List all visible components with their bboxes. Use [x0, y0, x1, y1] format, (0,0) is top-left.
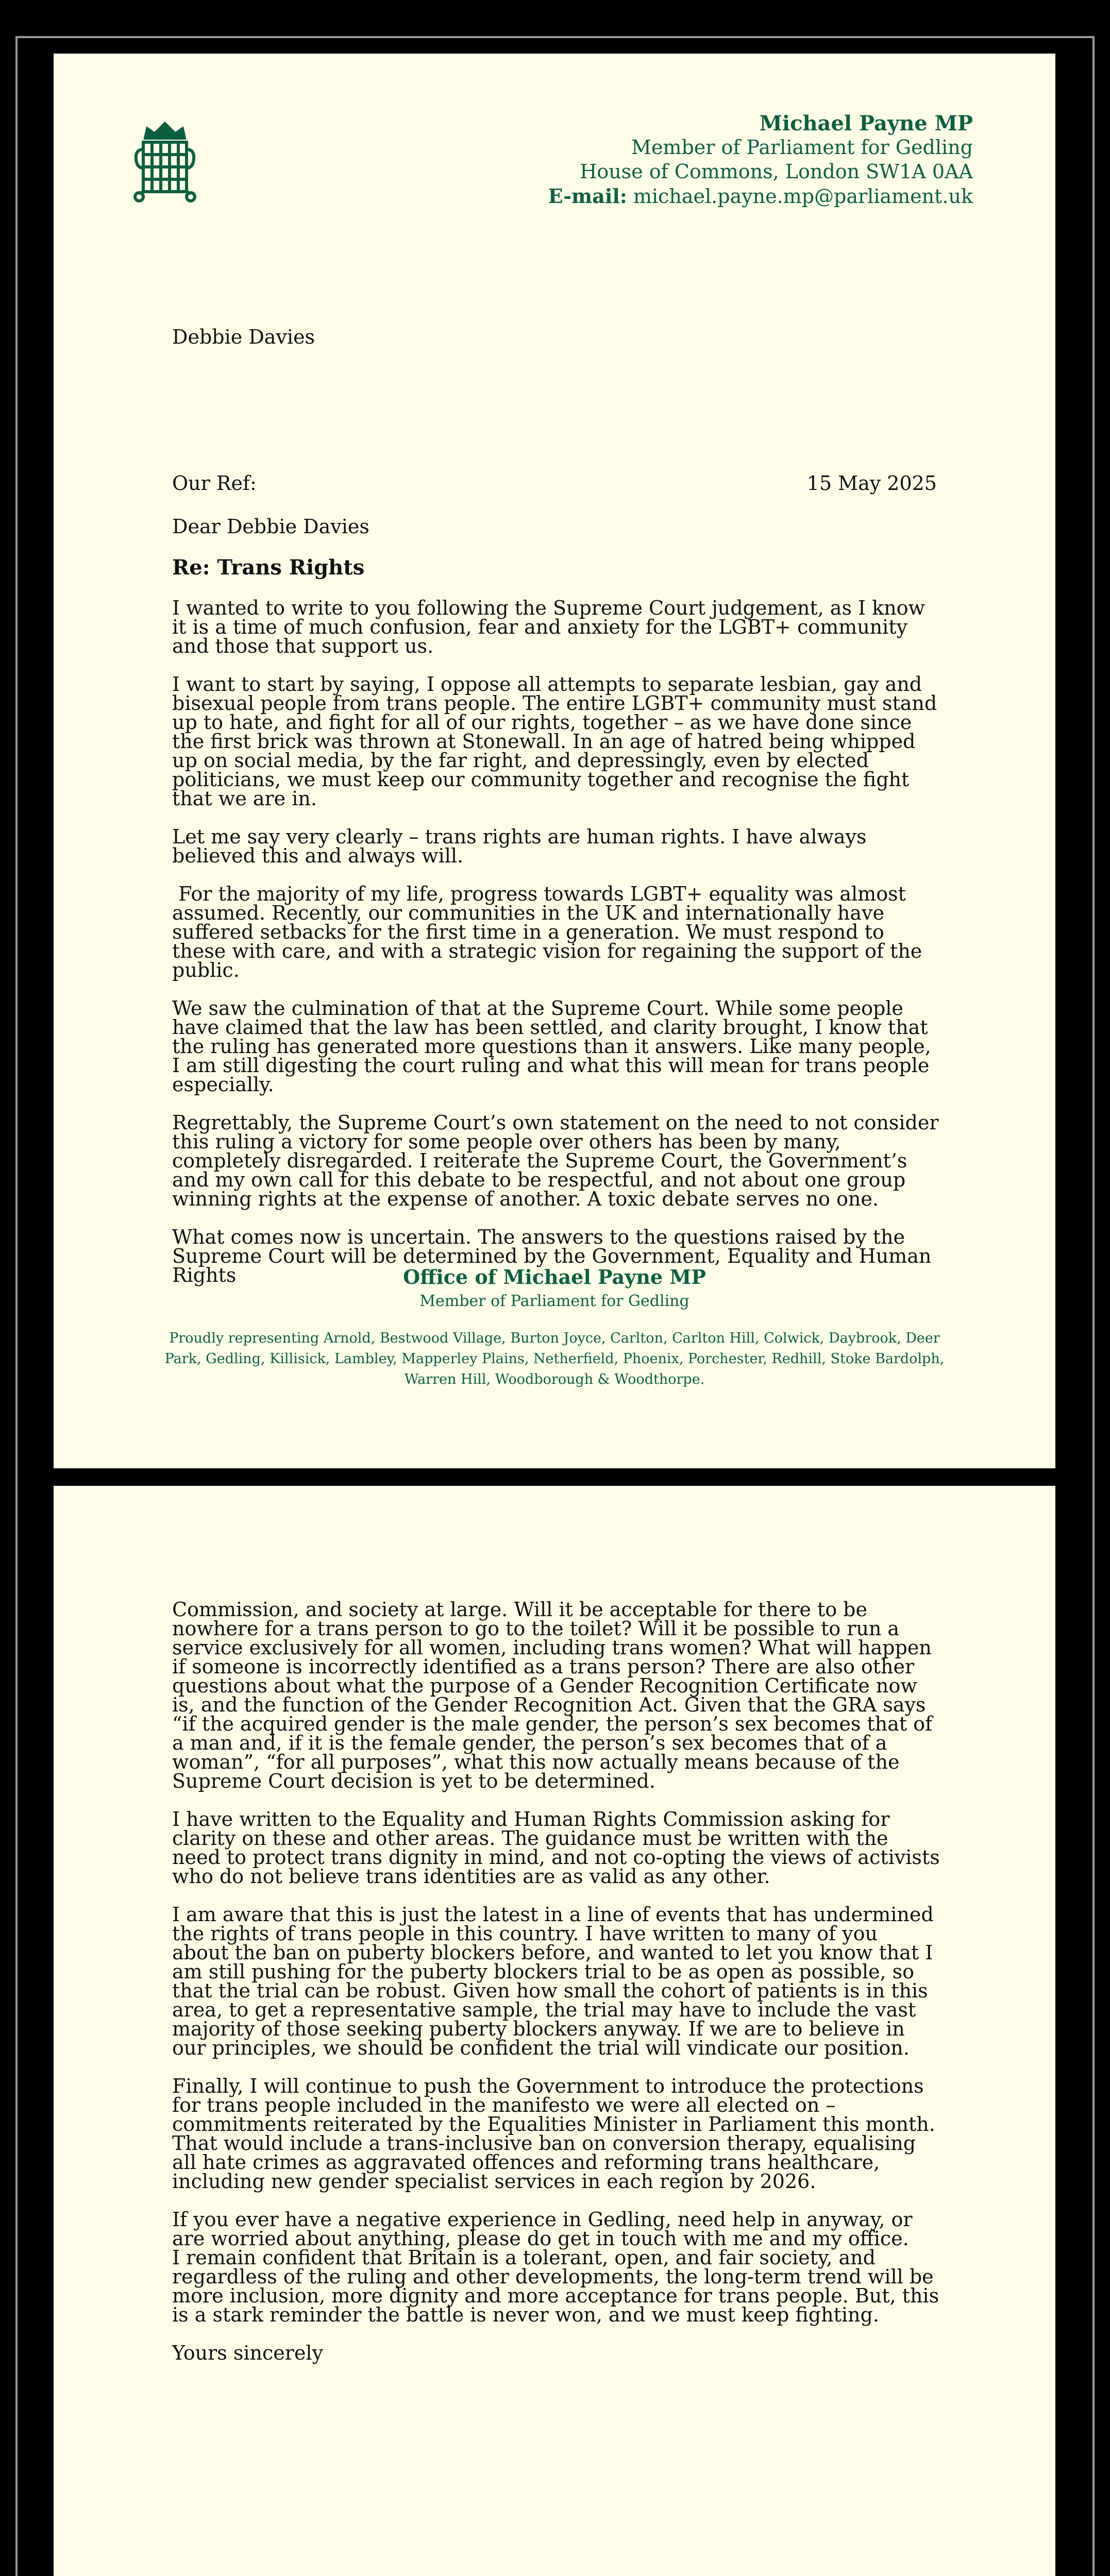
recipient-name: Debbie Davies — [172, 326, 315, 348]
subject-line: Re: Trans Rights — [172, 555, 365, 580]
paragraph: I remain confident that Britain is a tolerant, open, and fair society, and regardless of the ruling and other developments, the long-term trend will be more inclusion, more dignity and more acceptance for trans people. But, this is a stark reminder the battle is never won, and we must keep fighting. — [172, 2246, 939, 2326]
paragraph: Commission, and society at large. Will it be acceptable for there to be nowhere for a trans person to go to the toilet? Will it be possible to run a service exclusively for all women, including trans women? What will happen if someone is incorrectly identified as a trans person? There are also other questions about what the purpose of a Gender Recognition Certificate now is, and the function of the Gender Recognition Act. Given that the GRA says “if the acquired gender is the male gender, the person’s sex becomes that of a man and, if it is the female gender, the person’s sex becomes that of a woman”, “for all purposes”, what this now actually means because of the Supreme Court decision is yet to be determined. — [172, 1598, 933, 1792]
footer-role: Member of Parliament for Gedling — [419, 1292, 689, 1310]
letter-body-page-2 — [172, 1600, 940, 2382]
paragraph: I am aware that this is just the latest in a line of events that has undermined the rights of trans people in this country. I have written to many of you about the ban on puberty blockers before, and wanted to let you know that I am still pushing for the puberty blockers trial to be as open as possible, so that the trial can be robust. Given how small the cohort of patients is in this area, to get a representative sample, the trial may have to include the vast majority of those seeking puberty blockers anyway. If we are to believe in our principles, we should be confident the trial will vindicate our position. — [172, 1903, 934, 2059]
footer-office: Office of Michael Payne MP — [403, 1265, 706, 1289]
portcullis-icon — [130, 118, 200, 206]
letterhead — [548, 111, 973, 209]
our-ref: Our Ref: — [172, 472, 257, 495]
paragraph: I have written to the Equality and Human Rights Commission asking for clarity on these and other areas. The guidance must be written with the need to protect trans dignity in mind, and not co-opting the views of activists who do not believe trans identities are as valid as any other. — [172, 1808, 940, 1888]
mp-name: Michael Payne MP — [759, 111, 973, 135]
letter-date: 15 May 2025 — [806, 472, 937, 495]
letter-page-2 — [54, 1486, 1055, 2576]
letter-body-page-1 — [172, 599, 940, 1304]
salutation: Dear Debbie Davies — [172, 515, 369, 538]
email-label: E-mail: — [548, 184, 627, 208]
footer-constituency-areas: Proudly representing Arnold, Bestwood Village, Burton Joyce, Carlton, Carlton Hill, Colwick, Daybrook, Deer Park, Gedling, Killisick, Lambley, Mapperley Plains, Netherfield, Phoenix, Porchester, Redhill, Stoke Bardolph, Warren Hill, Woodborough & Woodthorpe. — [164, 1330, 945, 1387]
paragraph: We saw the culmination of that at the Supreme Court. While some people have claimed that the law has been settled, and clarity brought, I know that the ruling has generated more questions than it answers. Like many people, I am still digesting the court ruling and what this will mean for trans people especially. — [172, 997, 931, 1096]
paragraph: Regrettably, the Supreme Court’s own statement on the need to not consider this ruling a victory for some people over others has been by many, completely disregarded. I reiterate the Supreme Court, the Government’s and my own call for this debate to be respectful, and not about one group winning rights at the expense of another. A toxic debate serves no one. — [172, 1111, 939, 1210]
paragraph: What comes now is uncertain. The answers to the questions raised by the Supreme Court will be determined by the Government, Equality and Human Rights — [172, 1226, 932, 1286]
letter-page-1 — [54, 54, 1055, 1468]
paragraph: I want to start by saying, I oppose all attempts to separate lesbian, gay and bisexual people from trans people. The entire LGBT+ community must stand up to hate, and fight for all of our rights, together – as we have done since the first brick was thrown at Stonewall. In an age of hatred being whipped up on social media, by the far right, and depressingly, even by elected politicians, we must keep our community together and recognise the fight that we are in. — [172, 673, 937, 810]
closing: Yours sincerely — [172, 2342, 324, 2364]
paragraph: Finally, I will continue to push the Government to introduce the protections for trans people included in the manifesto we were all elected on – commitments reiterated by the Equalities Minister in Parliament this month. That would include a trans-inclusive ban on conversion therapy, equalising all hate crimes as aggravated offences and reforming trans healthcare, including new gender specialist services in each region by 2026. — [172, 2075, 935, 2193]
paragraph: I wanted to write to you following the Supreme Court judgement, as I know it is a time of much confusion, fear and anxiety for the LGBT+ community and those that support us. — [172, 597, 926, 657]
paragraph: For the majority of my life, progress towards LGBT+ equality was almost assumed. Recently, our communities in the UK and internationally have suffered setbacks for the first time in a generation. We must respond to these with care, and with a strategic vision for regaining the support of the public. — [172, 883, 929, 981]
paragraph: Let me say very clearly – trans rights are human rights. I have always believed this and always will. — [172, 825, 867, 867]
mp-role: Member of Parliament for Gedling — [631, 136, 973, 159]
email-address[interactable]: michael.payne.mp@parliament.uk — [633, 185, 973, 208]
mp-address: House of Commons, London SW1A 0AA — [580, 160, 973, 183]
paragraph: If you ever have a negative experience in Gedling, need help in anyway, or are worried about anything, please do get in touch with me and my office. — [172, 2208, 913, 2250]
mp-email-line — [548, 184, 973, 209]
